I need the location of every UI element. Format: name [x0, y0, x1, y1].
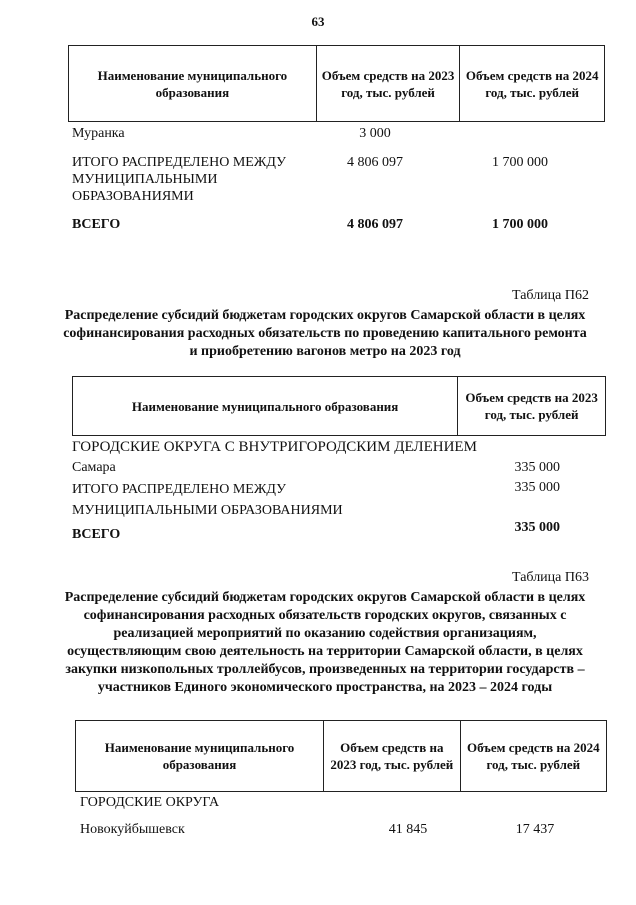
- table3-header: [75, 720, 607, 792]
- table1-total-distributed-name: ИТОГО РАСПРЕДЕЛЕНО МЕЖДУ МУНИЦИПАЛЬНЫМИ ОБРАЗОВАНИЯМИ: [72, 155, 286, 204]
- table3-label: Таблица П63: [512, 570, 589, 585]
- table3-row-name: Новокуйбышевск: [80, 822, 185, 837]
- table2-header: [72, 376, 606, 436]
- table3-col-name: Наименование муниципального образования: [76, 721, 324, 792]
- table1-grand-total-v2023: 4 806 097: [347, 217, 403, 232]
- table2-col-name: Наименование муниципального образования: [73, 377, 458, 436]
- table1-grand-total-name: ВСЕГО: [72, 217, 121, 232]
- table1-row-name: Муранка: [72, 126, 125, 141]
- table3-row-v2024: 17 437: [515, 822, 555, 837]
- table3-row-v2023: 41 845: [388, 822, 428, 837]
- table2-grand-total-name: ВСЕГО: [72, 527, 121, 542]
- table2-row-v2023: 335 000: [514, 460, 560, 475]
- table3-group: ГОРОДСКИЕ ОКРУГА: [80, 795, 220, 810]
- page-number: 63: [311, 14, 325, 29]
- table1-col-2024: Объем средств на 2024 год, тыс. рублей: [460, 46, 605, 122]
- table2-group: ГОРОДСКИЕ ОКРУГА С ВНУТРИГОРОДСКИМ ДЕЛЕНИЕМ: [72, 439, 477, 455]
- table3-col-2023: Объем средств на 2023 год, тыс. рублей: [324, 721, 461, 792]
- table1-total-distributed-v2023: 4 806 097: [347, 155, 403, 170]
- table3-col-2024: Объем средств на 2024 год, тыс. рублей: [460, 721, 606, 792]
- table1-header: [68, 45, 605, 122]
- table1-row-v2023: 3 000: [359, 126, 391, 141]
- table1-total-distributed-v2024: 1 700 000: [492, 155, 548, 170]
- table2-caption: Распределение субсидий бюджетам городских округов Самарской области в целях софинансирования расходных обязательств по проведению капитального ремонта и приобретению вагонов метро на 2023 год: [63, 308, 587, 359]
- table1-grand-total-v2024: 1 700 000: [492, 217, 548, 232]
- table1-col-2023: Объем средств на 2023 год, тыс. рублей: [316, 46, 460, 122]
- table2-grand-total-v2023: 335 000: [514, 520, 560, 535]
- table1-col-name: Наименование муниципального образования: [69, 46, 317, 122]
- table2-total-distributed-name: ИТОГО РАСПРЕДЕЛЕНО МЕЖДУ МУНИЦИПАЛЬНЫМИ ОБРАЗОВАНИЯМИ: [72, 482, 343, 518]
- table2-row-name: Самара: [72, 460, 116, 475]
- table2-label: Таблица П62: [512, 288, 589, 303]
- table3-caption: Распределение субсидий бюджетам городских округов Самарской области в целях софинансирования расходных обязательств городских округов, связанных с реализацией мероприятий по оказанию содействия организациям, осуществляющим свою деятельность на территории Самарской области, в целях закупки низкопольных троллейбусов, произведенных на территории государств – участников Единого экономического пространства, на 2023 – 2024 годы: [64, 590, 586, 695]
- table2-col-2023: Объем средств на 2023 год, тыс. рублей: [458, 377, 606, 436]
- table2-total-distributed-v2023: 335 000: [514, 480, 560, 495]
